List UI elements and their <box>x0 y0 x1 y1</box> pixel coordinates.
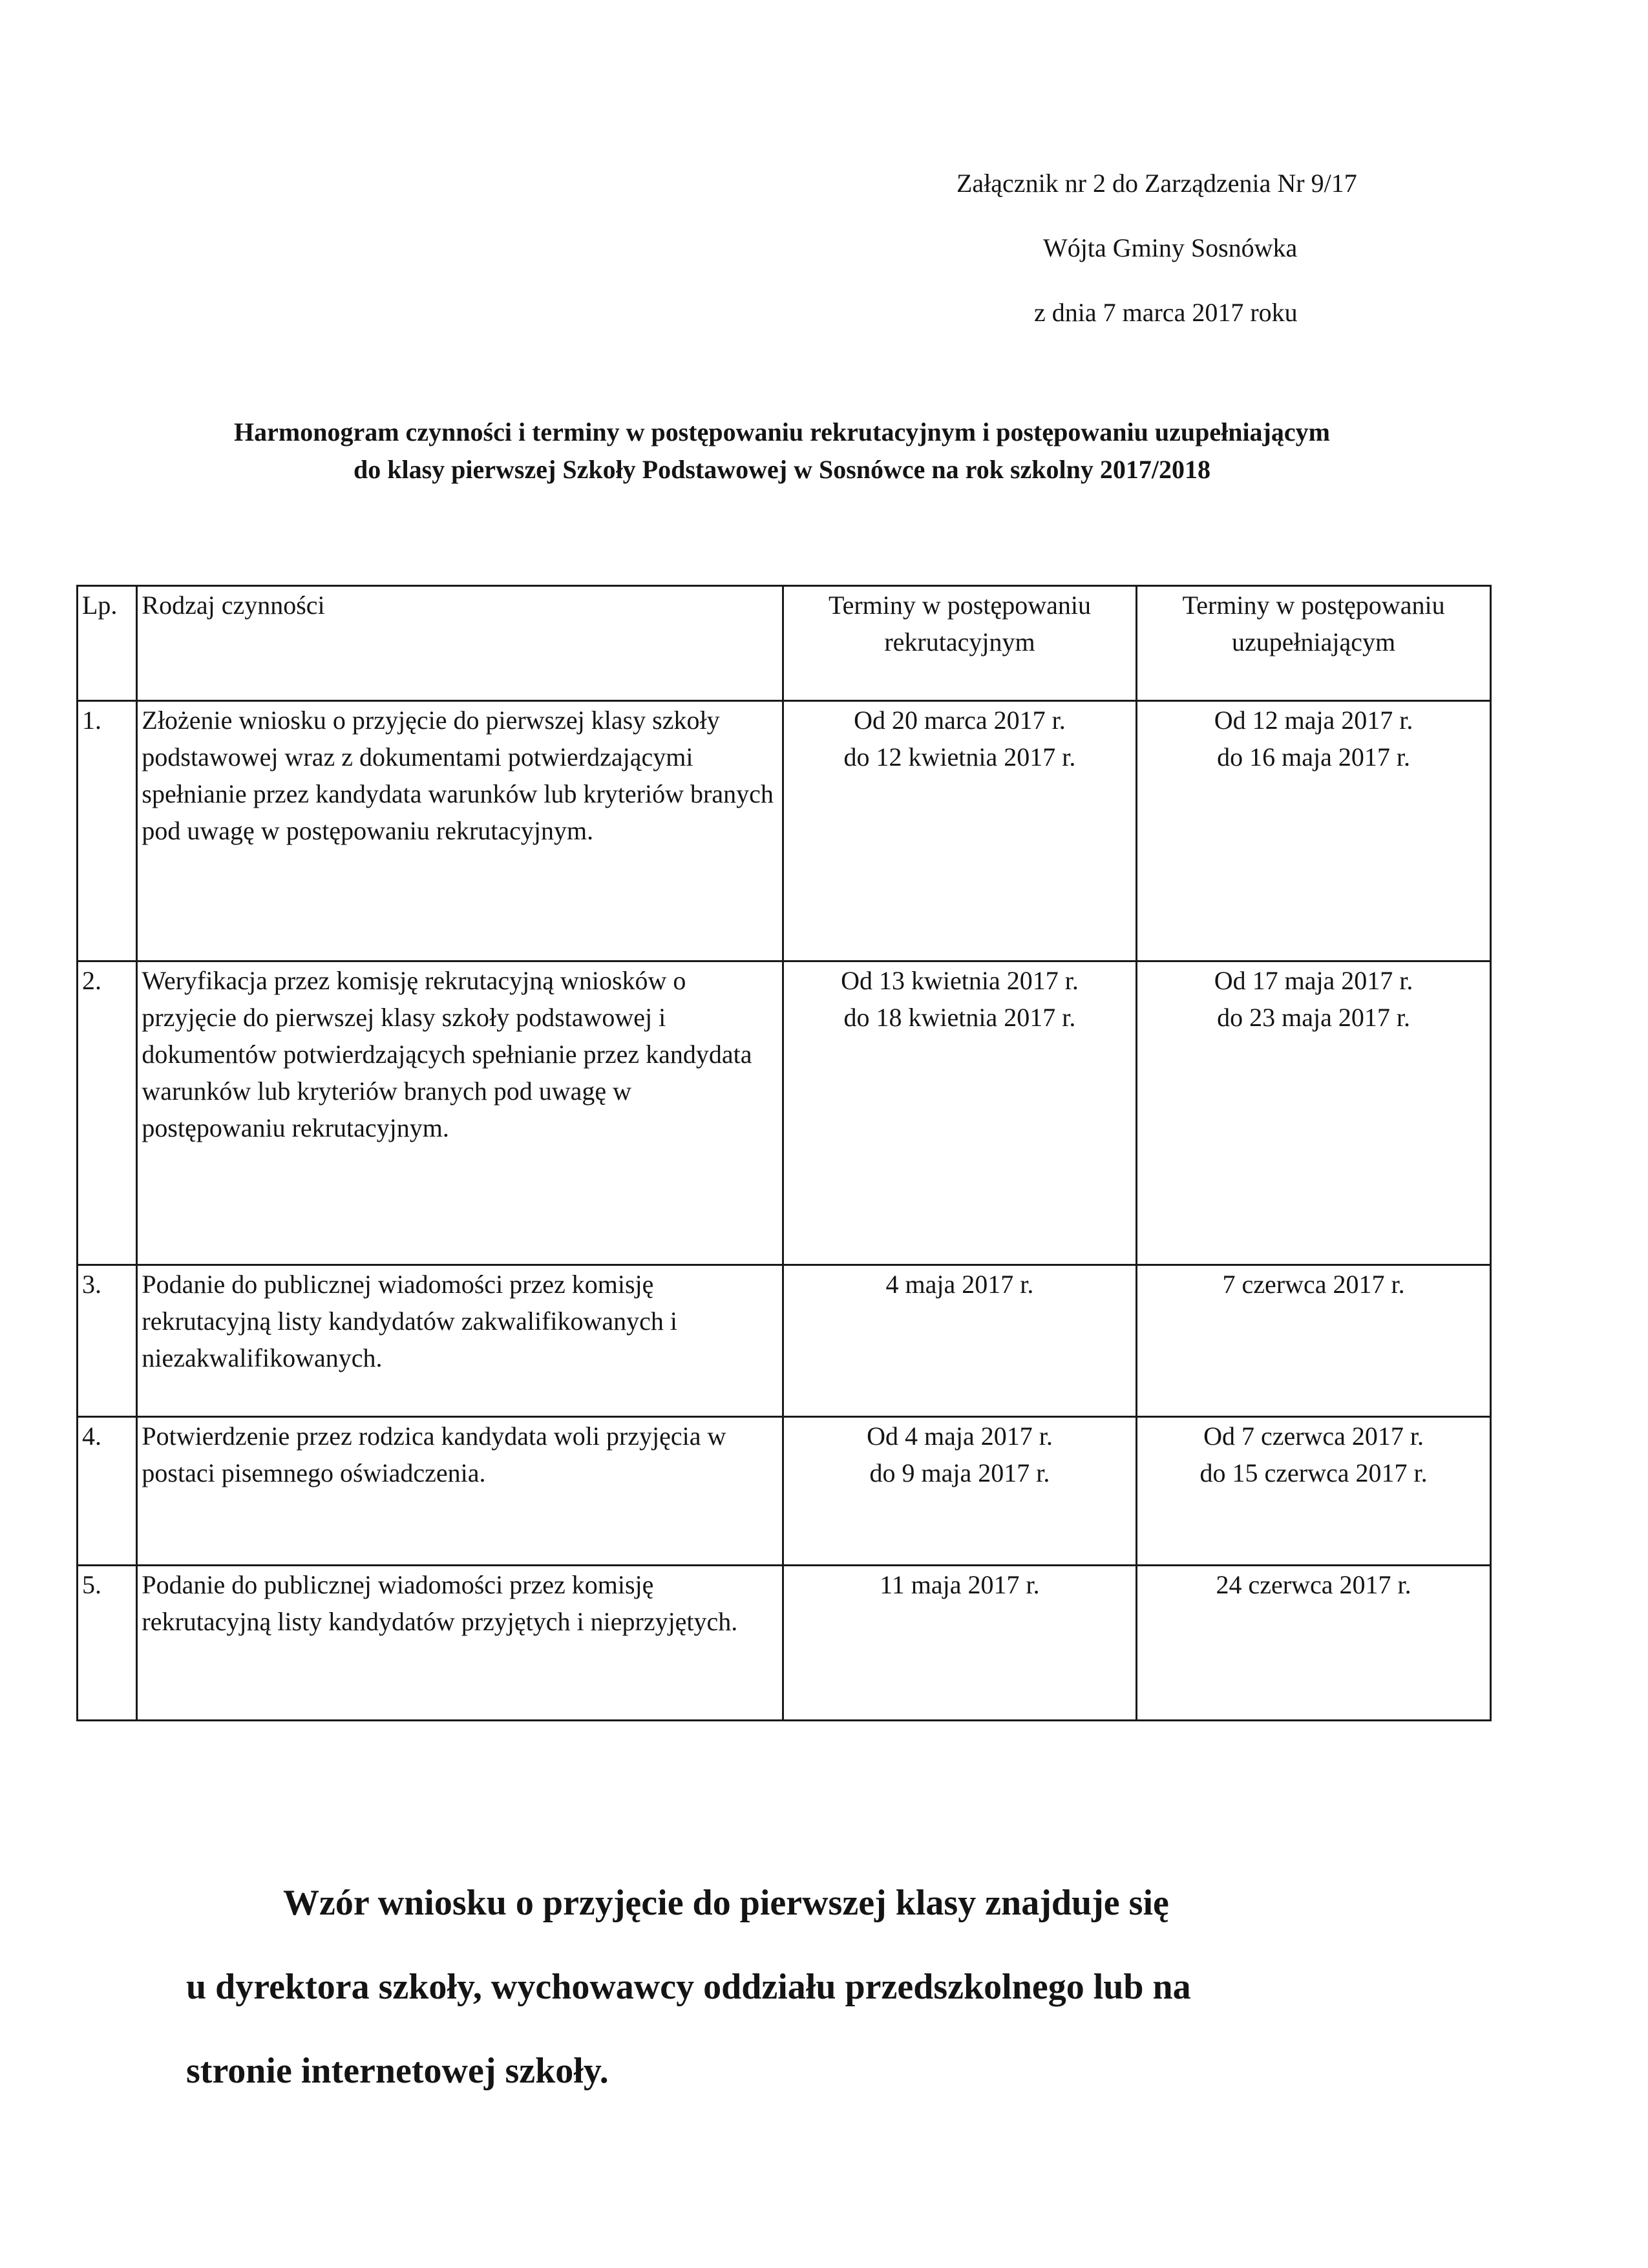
table-row <box>78 1417 1491 1566</box>
issuer-line: Wójta Gminy Sosnówka <box>1043 233 1298 262</box>
supplementary-from: 24 czerwca 2017 r. <box>1216 1570 1411 1599</box>
supplementary-to: do 16 maja 2017 r. <box>1217 742 1410 772</box>
row-lp: 1. <box>78 701 137 961</box>
recruitment-from: Od 20 marca 2017 r. <box>854 706 1066 735</box>
row-activity: Złożenie wniosku o przyjęcie do pierwszej klasy szkoły podstawowej wraz z dokumentami potwierdzającymi spełnianie przez kandydata warunków lub kryteriów branych pod uwagę w postępowaniu rekrutacyjnym. <box>137 701 783 961</box>
supplementary-to: do 15 czerwca 2017 r. <box>1199 1458 1428 1487</box>
table-row <box>78 1265 1491 1417</box>
recruitment-to: do 9 maja 2017 r. <box>869 1458 1050 1487</box>
title-line-2: do klasy pierwszej Szkoły Podstawowej w Sosnówce na rok szkolny 2017/2018 <box>354 455 1210 484</box>
footer-line-1: Wzór wniosku o przyjęcie do pierwszej klasy znajduje się <box>283 1883 1169 1923</box>
recruitment-to: do 18 kwietnia 2017 r. <box>843 1003 1076 1032</box>
row-supplementary-dates <box>1137 1566 1491 1721</box>
row-lp: 4. <box>78 1417 137 1566</box>
row-supplementary-dates <box>1137 701 1491 961</box>
header-activity: Rodzaj czynności <box>137 586 783 701</box>
table-row <box>78 701 1491 961</box>
row-recruitment-dates <box>783 701 1136 961</box>
document-title <box>78 414 1486 488</box>
row-recruitment-dates <box>783 1417 1136 1566</box>
header-recruitment: Terminy w postępowaniu rekrutacyjnym <box>783 586 1136 701</box>
footer-line-3: stronie internetowej szkoły. <box>186 2051 609 2091</box>
table-row <box>78 1566 1491 1721</box>
supplementary-to: do 23 maja 2017 r. <box>1217 1003 1410 1032</box>
supplementary-from: Od 7 czerwca 2017 r. <box>1203 1422 1424 1451</box>
table-header-row <box>78 586 1491 701</box>
row-supplementary-dates <box>1137 1265 1491 1417</box>
row-activity: Podanie do publicznej wiadomości przez komisję rekrutacyjną listy kandydatów zakwalifikowanych i niezakwalifikowanych. <box>137 1265 783 1417</box>
supplementary-from: Od 17 maja 2017 r. <box>1214 966 1413 995</box>
footer-line-2: u dyrektora szkoły, wychowawcy oddziału przedszkolnego lub na <box>186 1967 1191 2007</box>
title-line-1: Harmonogram czynności i terminy w postępowaniu rekrutacyjnym i postępowaniu uzupełniającym <box>234 417 1330 446</box>
header-supplementary: Terminy w postępowaniu uzupełniającym <box>1137 586 1491 701</box>
row-activity: Potwierdzenie przez rodzica kandydata woli przyjęcia w postaci pisemnego oświadczenia. <box>137 1417 783 1566</box>
row-supplementary-dates <box>1137 961 1491 1265</box>
supplementary-from: Od 12 maja 2017 r. <box>1214 706 1413 735</box>
row-lp: 3. <box>78 1265 137 1417</box>
schedule-table <box>76 585 1492 1721</box>
recruitment-from: 4 maja 2017 r. <box>885 1270 1034 1299</box>
row-recruitment-dates <box>783 1265 1136 1417</box>
header-lp: Lp. <box>78 586 137 701</box>
row-activity: Podanie do publicznej wiadomości przez komisję rekrutacyjną listy kandydatów przyjętych i nieprzyjętych. <box>137 1566 783 1721</box>
recruitment-from: 11 maja 2017 r. <box>880 1570 1040 1599</box>
footer-note <box>186 1861 1479 2113</box>
row-lp: 5. <box>78 1566 137 1721</box>
recruitment-from: Od 4 maja 2017 r. <box>867 1422 1053 1451</box>
row-lp: 2. <box>78 961 137 1265</box>
date-line: z dnia 7 marca 2017 roku <box>1034 298 1298 327</box>
row-activity: Weryfikacja przez komisję rekrutacyjną wniosków o przyjęcie do pierwszej klasy szkoły podstawowej i dokumentów potwierdzających spełnianie przez kandydata warunków lub kryteriów branych pod uwagę w postępowaniu rekrutacyjnym. <box>137 961 783 1265</box>
row-recruitment-dates <box>783 961 1136 1265</box>
annex-reference: Załącznik nr 2 do Zarządzenia Nr 9/17 <box>956 169 1357 198</box>
table-row <box>78 961 1491 1265</box>
row-supplementary-dates <box>1137 1417 1491 1566</box>
supplementary-from: 7 czerwca 2017 r. <box>1222 1270 1405 1299</box>
recruitment-from: Od 13 kwietnia 2017 r. <box>841 966 1079 995</box>
recruitment-to: do 12 kwietnia 2017 r. <box>843 742 1076 772</box>
row-recruitment-dates <box>783 1566 1136 1721</box>
